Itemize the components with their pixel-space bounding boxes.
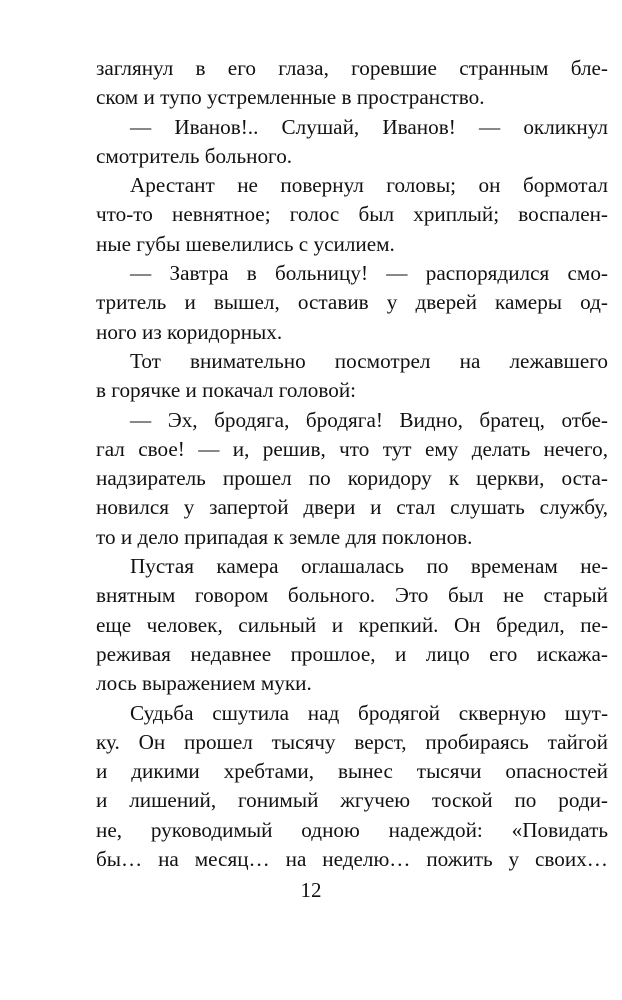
- text-line: бы… на месяц… на неделю… пожить у своих…: [96, 847, 608, 872]
- text-line: и дикими хребтами, вынес тысячи опасностей: [96, 759, 608, 784]
- paragraph: [96, 552, 608, 698]
- paragraph: [96, 171, 608, 259]
- text-line: Арестант не повернул головы; он бормотал: [130, 173, 608, 198]
- text-line: ного из коридорных.: [96, 319, 283, 344]
- text-line: тритель и вышел, оставив у дверей камеры од-: [96, 290, 608, 315]
- text-line: лось выражением муки.: [96, 671, 312, 696]
- text-line: ском и тупо устремленные в пространство.: [96, 85, 485, 110]
- text-line: не, руководимый одною надеждой: «Повидать: [96, 817, 608, 842]
- paragraph: [96, 113, 608, 172]
- text-line: реживая недавнее прошлое, и лицо его искажа-: [96, 641, 608, 666]
- text-line: Тот внимательно посмотрел на лежавшего: [130, 348, 608, 373]
- text-line: — Эх, бродяга, бродяга! Видно, братец, отбе-: [130, 407, 608, 432]
- text-line: гал свое! — и, решив, что тут ему делать нечего,: [96, 436, 608, 461]
- text-line: то и дело припадая к земле для поклонов.: [96, 524, 473, 549]
- text-line: Судьба сшутила над бродягой скверную шут-: [130, 700, 608, 725]
- page-text: [96, 54, 608, 874]
- paragraph: [96, 347, 608, 406]
- text-line: еще человек, сильный и крепкий. Он бредил, пе-: [96, 612, 608, 637]
- text-line: — Иванов!.. Слушай, Иванов! — окликнул: [130, 114, 608, 139]
- text-line: смотритель больного.: [96, 143, 293, 168]
- text-line: ку. Он прошел тысячу верст, пробираясь тайгой: [96, 729, 608, 754]
- text-line: заглянул в его глаза, горевшие странным бле-: [96, 56, 608, 80]
- text-line: в горячке и покачал головой:: [96, 378, 357, 403]
- text-line: внятным говором больного. Это был не старый: [96, 583, 608, 608]
- text-line: — Завтра в больницу! — распорядился смо-: [130, 261, 608, 286]
- paragraph: [96, 54, 608, 113]
- text-line: что-то невнятное; голос был хриплый; воспален-: [96, 202, 608, 227]
- text-line: Пустая камера оглашалась по временам не-: [130, 554, 608, 579]
- paragraph: [96, 406, 608, 552]
- text-line: новился у запертой двери и стал слушать службу,: [96, 495, 608, 520]
- page-number: 12: [300, 878, 322, 902]
- text-line: надзиратель прошел по коридору к церкви, оста-: [96, 466, 608, 491]
- text-line: и лишений, гонимый жгучею тоской по роди-: [96, 788, 608, 813]
- paragraph: [96, 259, 608, 347]
- text-line: ные губы шевелились с усилием.: [96, 231, 395, 256]
- paragraph: [96, 699, 608, 875]
